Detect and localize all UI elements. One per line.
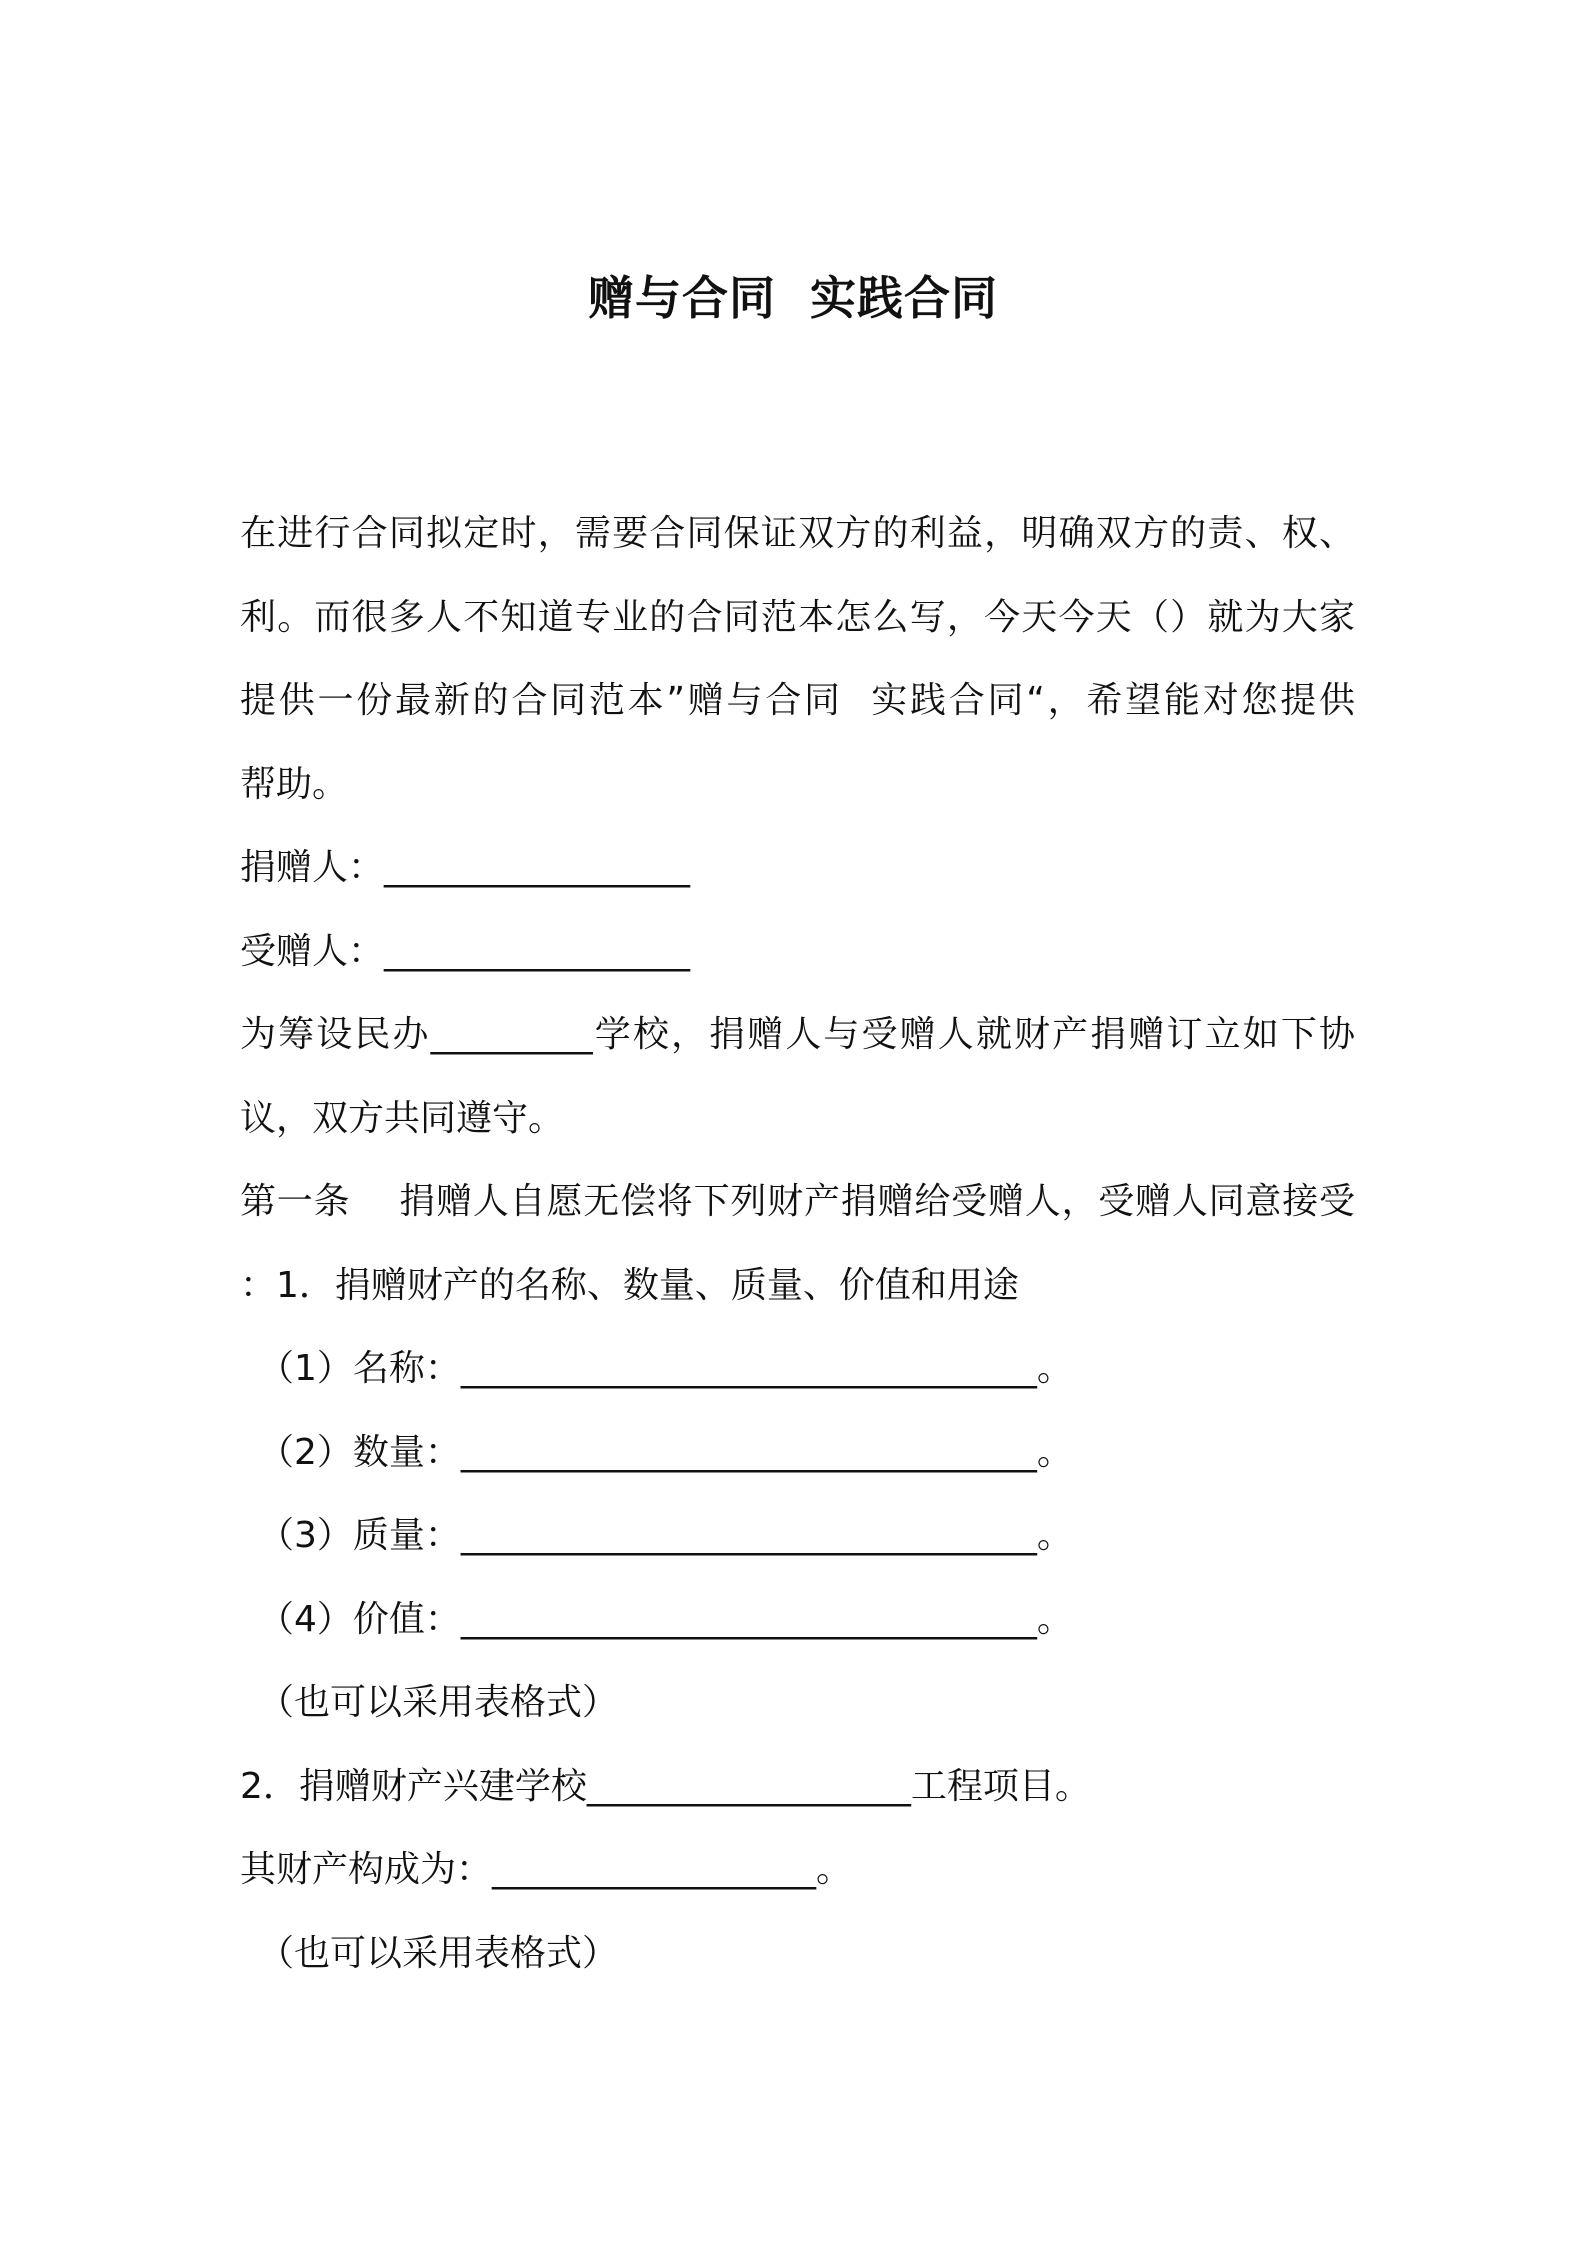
recipient-field: 受赠人：_________________ xyxy=(240,930,691,972)
donor-field: 捐赠人：_________________ xyxy=(240,847,691,888)
name-field: （1）名称：________________________________。 xyxy=(258,1348,1073,1389)
value-field: （4）价值：________________________________。 xyxy=(258,1598,1073,1640)
paragraph-line: 利。而很多人不知道专业的合同范本怎么写，今天今天（）就为大家 xyxy=(240,596,1355,638)
paragraph-line: 提供一份最新的合同范本”赠与合同 实践合同“，希望能对您提供 xyxy=(240,680,1355,721)
table-format-note: （也可以采用表格式） xyxy=(258,1932,619,1974)
paragraph-line: 议，双方共同遵守。 xyxy=(240,1097,565,1139)
paragraph-line: 为筹设民办_________学校，捐赠人与受赠人就财产捐赠订立如下协 xyxy=(240,1014,1355,1055)
table-format-note: （也可以采用表格式） xyxy=(258,1682,619,1723)
project-field: 2．捐赠财产兴建学校__________________工程项目。 xyxy=(240,1765,1091,1807)
quality-field: （3）质量：________________________________。 xyxy=(258,1515,1073,1556)
article-one-line: 第一条 捐赠人自愿无偿将下列财产捐赠给受赠人，受赠人同意接受 xyxy=(240,1181,1355,1222)
paragraph-line: 在进行合同拟定时，需要合同保证双方的利益，明确双方的责、权、 xyxy=(240,513,1355,554)
document-body xyxy=(240,492,1355,1995)
article-one-line: ：1．捐赠财产的名称、数量、质量、价值和用途 xyxy=(240,1264,1019,1306)
quantity-field: （2）数量：________________________________。 xyxy=(258,1431,1073,1473)
property-composition-field: 其财产构成为：__________________。 xyxy=(240,1849,853,1890)
paragraph-line: 帮助。 xyxy=(240,763,349,805)
document-title: 赠与合同 实践合同 xyxy=(587,271,999,325)
